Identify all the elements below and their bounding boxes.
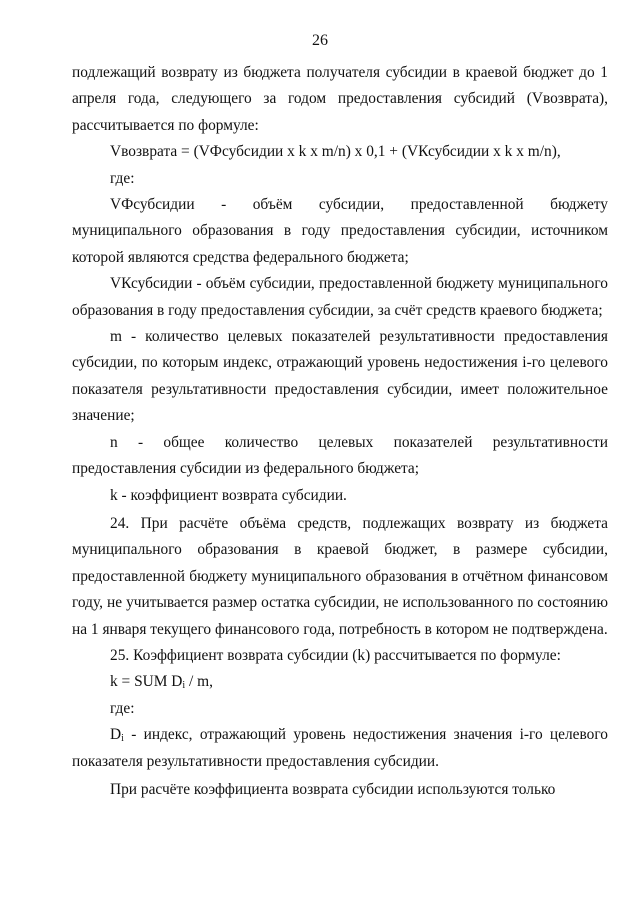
formula-k-right: / m, — [185, 673, 213, 691]
definition-m: m - количество целевых показателей результативности предоставления субсидии, по которым индекс, отражающий уровень недостижения i-го целевого показателя результативности предоставления субсидии, имеет положительное значение; — [72, 328, 608, 425]
paragraph-last: При расчёте коэффициента возврата субсидии используются только — [110, 780, 556, 798]
page-number: 26 — [312, 32, 328, 49]
definition-vf: VФсубсидии - объём субсидии, предоставленной бюджету муниципального образования в году предоставления субсидии, источником которой являются средства федерального бюджета; — [72, 196, 608, 266]
document-body — [72, 60, 608, 803]
definition-k: k - коэффициент возврата субсидии. — [110, 486, 347, 504]
definition-n: n - общее количество целевых показателей результативности предоставления субсидии из федерального бюджета; — [72, 433, 608, 478]
formula-v-return: Vвозврата = (VФсубсидии x k x m/n) x 0,1 + (VКсубсидии x k x m/n), — [110, 143, 561, 161]
di-sub: i — [121, 733, 124, 745]
di-dash: - — [123, 726, 144, 744]
definition-di — [72, 722, 608, 775]
where-label-1: где: — [110, 169, 135, 187]
di-symbol: D — [110, 726, 122, 744]
paragraph-intro: подлежащий возврату из бюджета получателя субсидии в краевой бюджет до 1 апреля года, следующего за годом предоставления субсидий (Vвозврата), рассчитывается по формуле: — [72, 64, 608, 134]
formula-k-sub: i — [182, 680, 186, 692]
paragraph-25: 25. Коэффициент возврата субсидии (k) рассчитывается по формуле: — [110, 646, 561, 664]
formula-k — [72, 669, 608, 695]
di-text: индекс, отражающий уровень недостижения значения i-го целевого показателя результативности предоставления субсидии. — [72, 726, 608, 770]
definition-vk: VКсубсидии - объём субсидии, предоставленной бюджету муниципального образования в году предоставления субсидии, за счёт средств краевого бюджета; — [72, 275, 608, 319]
formula-k-left: k = SUM D — [110, 673, 183, 691]
where-label-2: где: — [110, 699, 135, 717]
paragraph-24: 24. При расчёте объёма средств, подлежащих возврату из бюджета муниципального образования в краевой бюджет, в размере субсидии, предоставленной бюджету муниципального образования в отчётном финансовом году, не учитывается размер остатка субсидии, не использованного по состоянию на 1 января текущего финансового года, потребность в котором не подтверждена. — [72, 514, 608, 638]
